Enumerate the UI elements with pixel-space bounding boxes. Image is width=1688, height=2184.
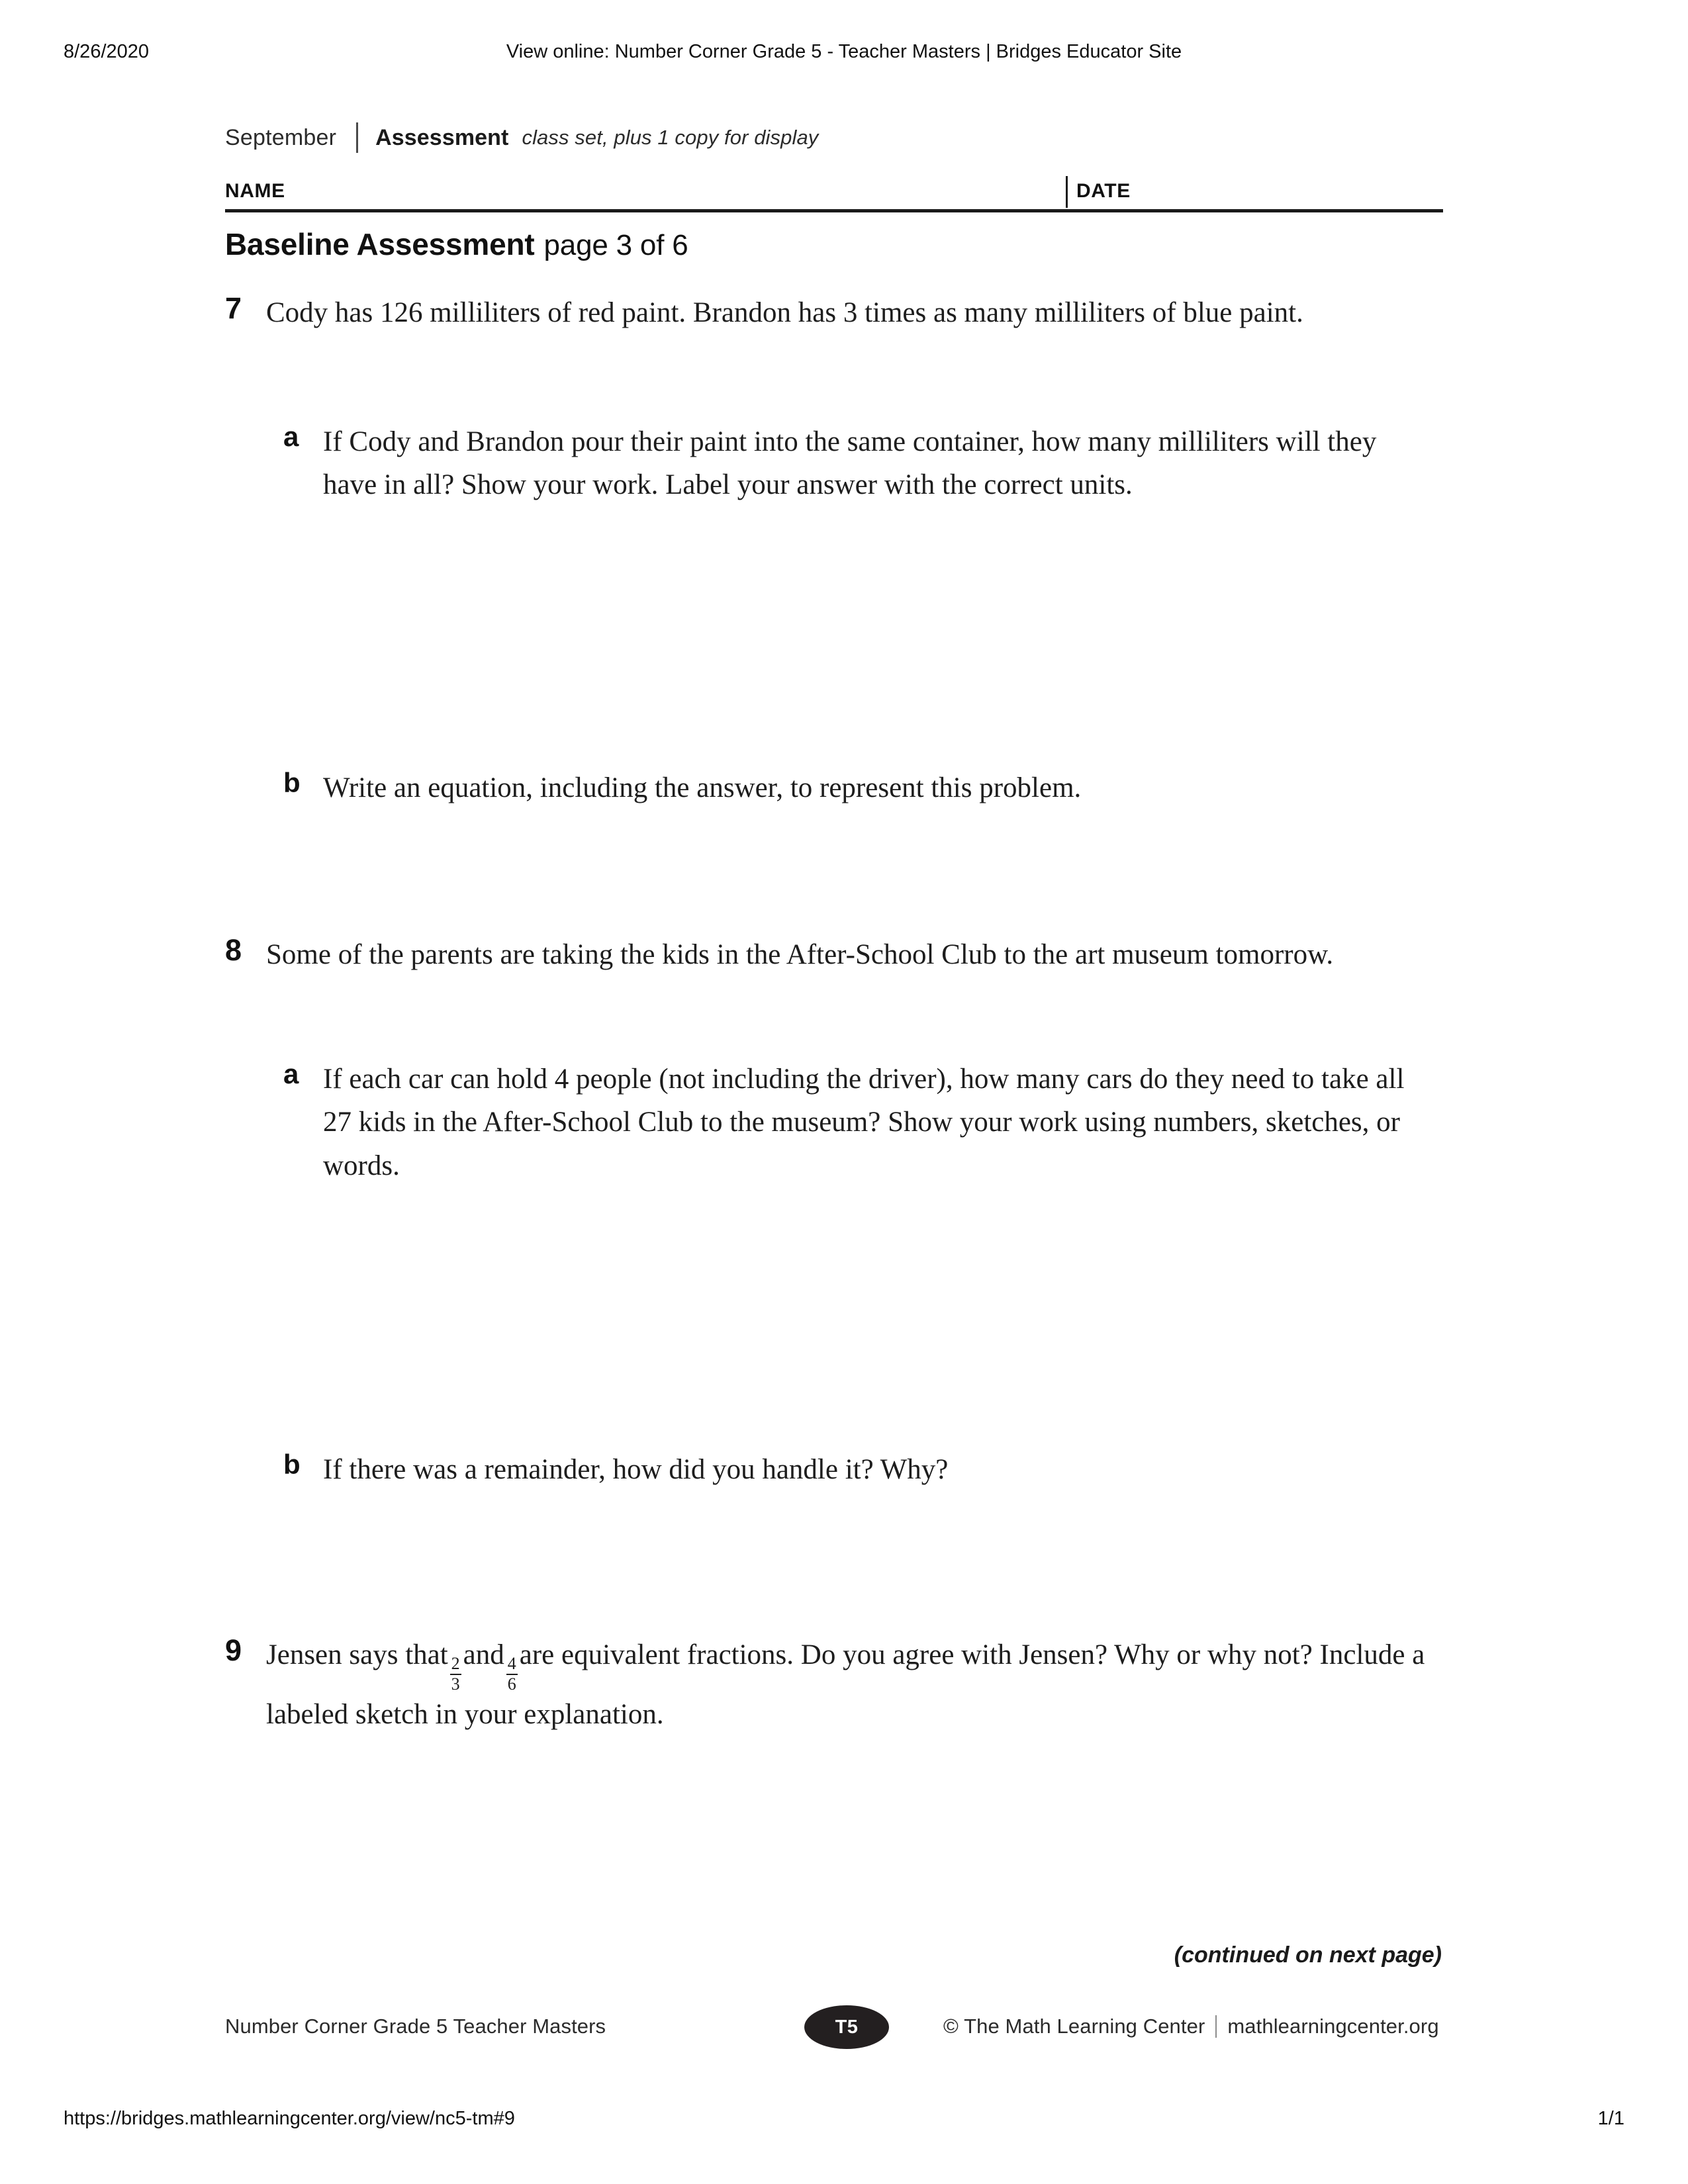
question-7-part-b-text: Write an equation, including the answer, to represent this problem. (323, 772, 1082, 803)
name-date-separator (1066, 176, 1068, 208)
question-7-part-a-letter: a (283, 421, 299, 452)
question-7-part-a (283, 420, 1422, 507)
question-9-lead: Jensen says that (266, 1639, 448, 1670)
footer-separator (1215, 2015, 1217, 2038)
question-7-part-b (283, 766, 1422, 809)
question-8-part-a-letter: a (283, 1058, 299, 1089)
page-title-main: Baseline Assessment (225, 227, 535, 261)
print-header-date: 8/26/2020 (64, 41, 150, 62)
fraction-two-thirds-denominator: 3 (451, 1674, 460, 1694)
fraction-four-sixths-denominator: 6 (507, 1674, 516, 1694)
print-footer-pagination: 1/1 (1597, 2108, 1624, 2129)
continued-note: (continued on next page) (1174, 1942, 1442, 1968)
header-kind: Assessment (375, 124, 509, 150)
document-footer (225, 2005, 1443, 2052)
header-month: September (225, 124, 337, 150)
name-date-underline (225, 209, 1443, 212)
question-7-part-a-text: If Cody and Brandon pour their paint into the same container, how many milliliters will they have in all? Show your work. Label your answer with the correct units. (323, 426, 1377, 501)
footer-site: mathlearningcenter.org (1227, 2015, 1439, 2038)
question-7-part-b-letter: b (283, 767, 301, 798)
print-header-title: View online: Number Corner Grade 5 - Teacher Masters | Bridges Educator Site (506, 41, 1182, 62)
fraction-four-sixths-numerator: 4 (507, 1654, 516, 1674)
name-date-row (225, 180, 1443, 210)
question-9-tail: are equivalent fractions. Do you agree with Jensen? Why or why not? Include a labeled sketch in your explanation. (266, 1639, 1425, 1731)
question-8-part-b-text: If there was a remainder, how did you handle it? Why? (323, 1454, 949, 1485)
question-9-text (266, 1633, 1436, 1737)
print-footer-url: https://bridges.mathlearningcenter.org/view/nc5-tm#9 (64, 2108, 515, 2129)
name-label: NAME (225, 180, 285, 202)
question-8-part-a-text: If each car can hold 4 people (not including the driver), how many cars do they need to take all 27 kids in the After-School Club to the museum? Show your work using numbers, sketches, or words. (323, 1064, 1405, 1181)
page-title (225, 226, 688, 262)
document-header (225, 122, 1443, 153)
footer-title: Number Corner Grade 5 Teacher Masters (225, 2015, 606, 2038)
page-marker-badge: T5 (804, 2005, 889, 2049)
footer-copyright-group (943, 2015, 1439, 2038)
page-title-pagination: page 3 of 6 (543, 229, 688, 261)
question-7 (225, 291, 1436, 334)
date-label: DATE (1076, 180, 1131, 202)
fraction-four-sixths (506, 1655, 518, 1693)
question-7-text: Cody has 126 milliliters of red paint. Brandon has 3 times as many milliliters of blue paint. (266, 297, 1303, 328)
question-8-part-b-letter: b (283, 1449, 301, 1480)
question-8-text: Some of the parents are taking the kids in the After-School Club to the art museum tomorrow. (266, 939, 1334, 970)
question-9-mid: and (463, 1639, 504, 1670)
fraction-two-thirds (450, 1655, 461, 1693)
question-8-part-b (283, 1448, 1422, 1491)
question-8-part-a (283, 1058, 1422, 1187)
question-7-number: 7 (225, 291, 242, 325)
question-8-number: 8 (225, 933, 242, 967)
question-9 (225, 1633, 1436, 1737)
header-note: class set, plus 1 copy for display (522, 126, 819, 149)
header-divider (356, 122, 358, 153)
question-9-number: 9 (225, 1633, 242, 1667)
question-8 (225, 933, 1450, 976)
fraction-two-thirds-numerator: 2 (451, 1654, 460, 1674)
footer-copyright: © The Math Learning Center (943, 2015, 1205, 2038)
